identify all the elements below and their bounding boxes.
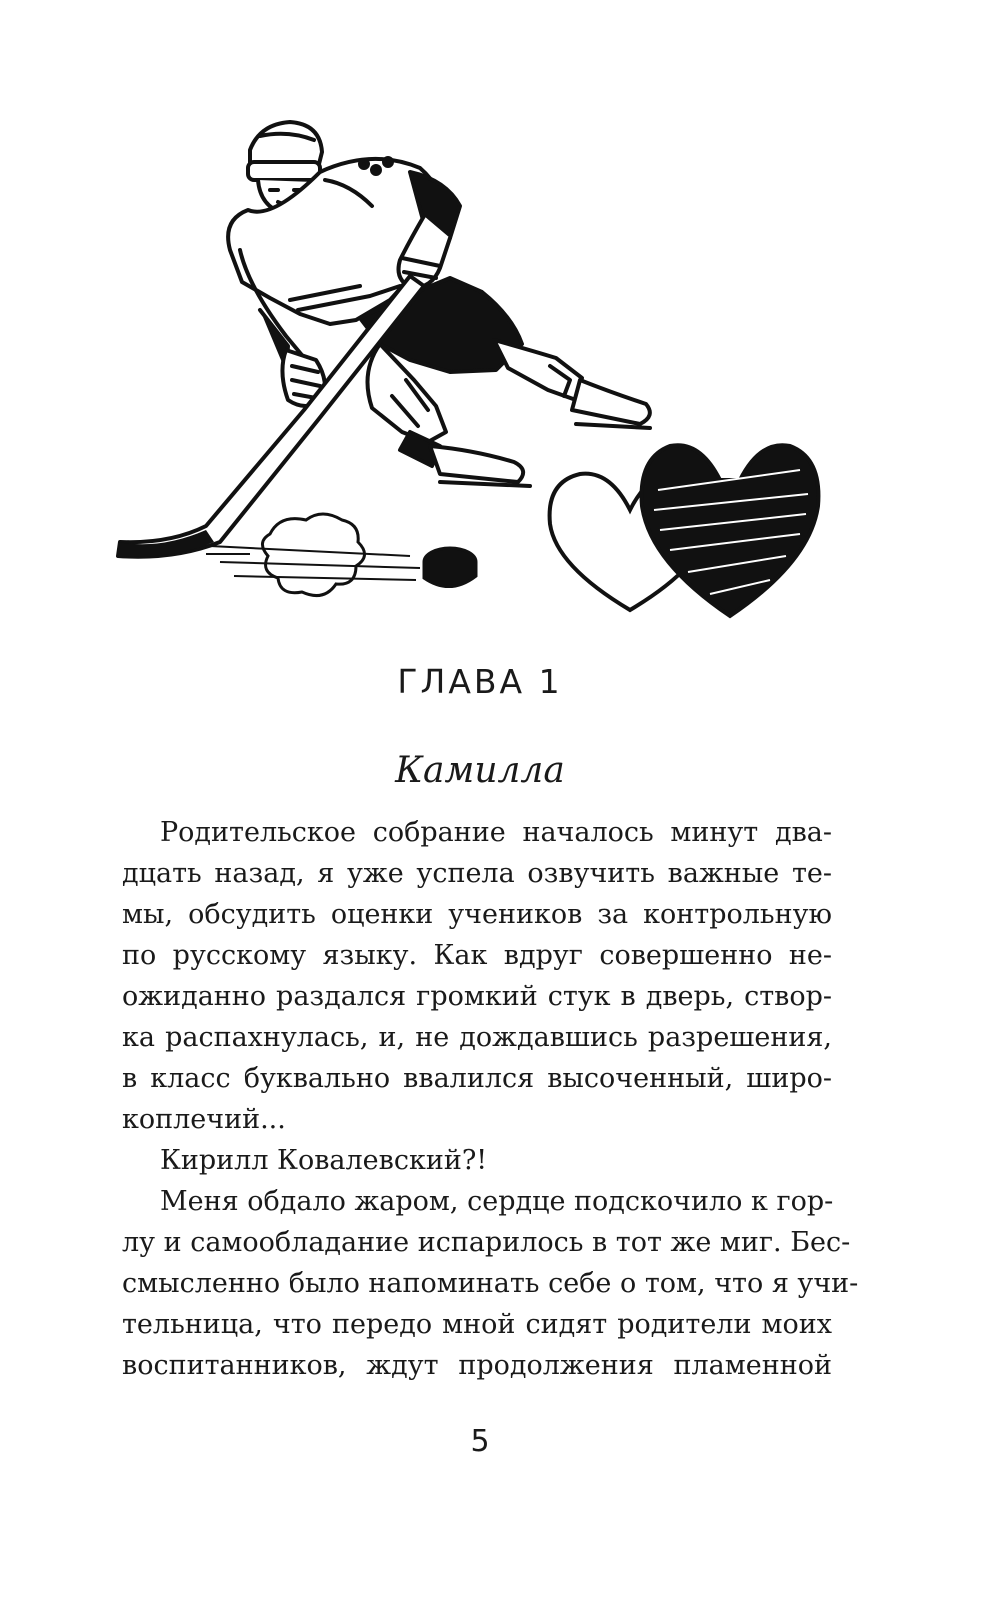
text-line: по русскому языку. Как вдруг совершенно не- <box>122 940 832 971</box>
text-line: ка распахнулась, и, не дождавшись разрешения, <box>122 1022 832 1053</box>
puck-with-motion <box>206 514 476 596</box>
text-line: дцать назад, я уже успела озвучить важные те- <box>122 858 832 889</box>
hockey-player-illustration <box>110 110 850 650</box>
text-line: Меня обдало жаром, сердце подскочило к гор- <box>160 1186 834 1217</box>
body-text <box>122 812 859 1386</box>
text-line: лу и самообладание испарилось в тот же миг. Бес- <box>122 1227 851 1258</box>
chapter-subtitle: Камилла <box>395 750 565 791</box>
hearts-decoration <box>550 445 819 616</box>
text-line: смысленно было напоминать себе о том, что я учи- <box>122 1268 859 1299</box>
text-line: тельница, что передо мной сидят родители моих <box>122 1309 832 1340</box>
text-line: мы, обсудить оценки учеников за контрольную <box>122 899 832 930</box>
text-line: в класс буквально ввалился высоченный, широ- <box>122 1063 832 1094</box>
text-line: воспитанников, ждут продолжения пламенной <box>122 1350 832 1381</box>
chapter-title: ГЛАВА 1 <box>397 662 563 701</box>
text-line: ожиданно раздался громкий стук в дверь, створ- <box>122 981 832 1012</box>
text-line: Кирилл Ковалевский?! <box>160 1145 488 1176</box>
text-line: Родительское собрание началось минут два- <box>160 817 832 848</box>
text-line: коплечий... <box>122 1104 286 1135</box>
page-number: 5 <box>470 1424 490 1459</box>
